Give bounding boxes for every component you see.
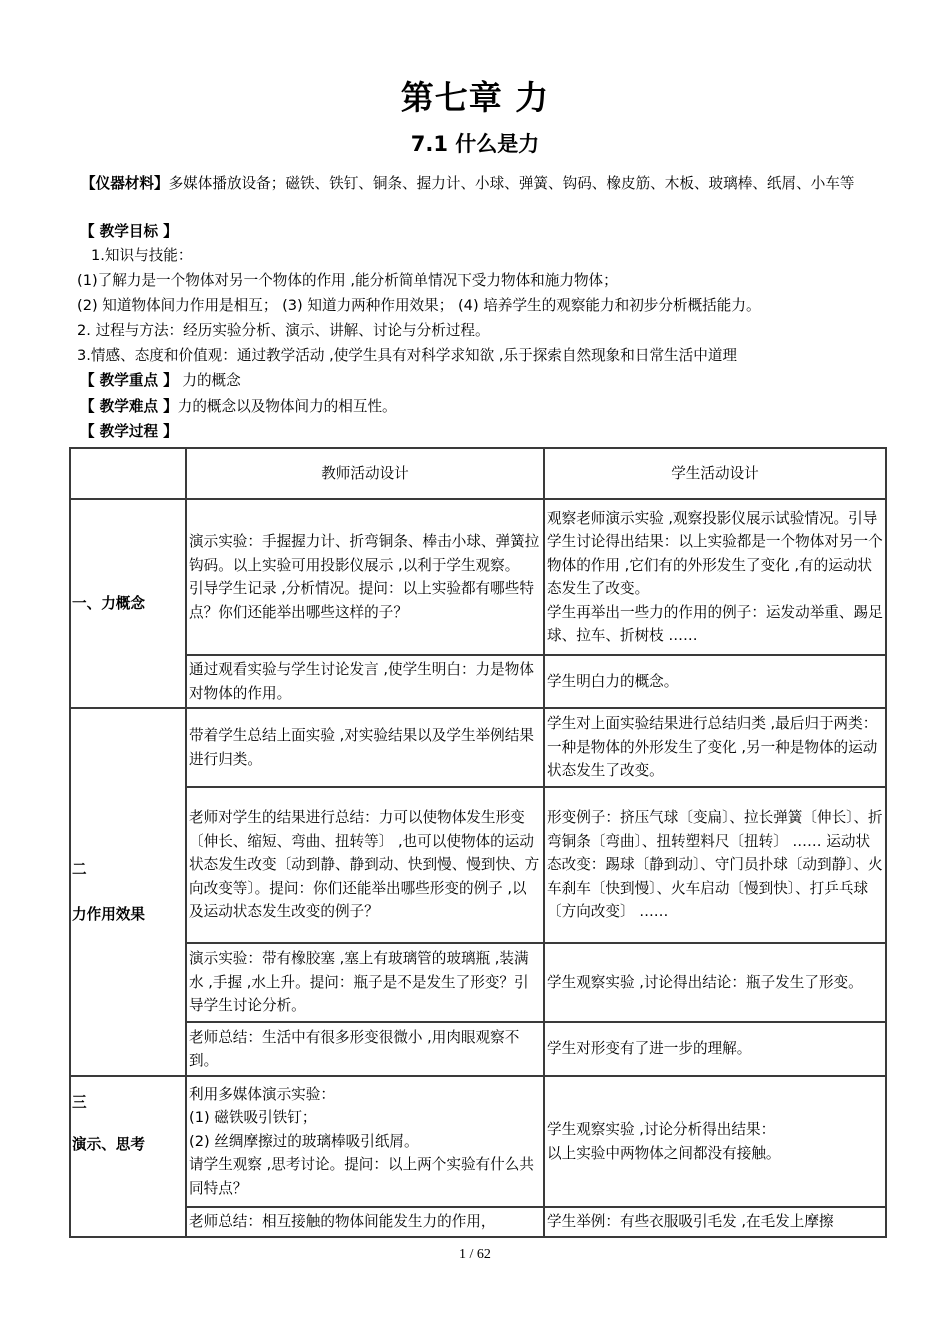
section-title-cell bbox=[70, 708, 186, 1076]
section-title-text: 一、力概念 bbox=[72, 594, 145, 612]
section-title: 7.1 什么是力 bbox=[410, 132, 540, 156]
page-number: 1 / 62 bbox=[459, 1247, 491, 1262]
student-cell: 学生观察实验 ,讨论得出结论：瓶子发生了形变。 bbox=[544, 943, 886, 1022]
teacher-cell: 演示实验：带有橡胶塞 ,塞上有玻璃管的玻璃瓶 ,装满水 ,手握 ,水上升。提问：瓶子是不是发生了形变？引导学生讨论分析。 bbox=[186, 943, 544, 1022]
student-cell: 学生明白力的概念。 bbox=[544, 655, 886, 708]
objective-item: 1.知识与技能： bbox=[91, 247, 193, 264]
materials-text: 多媒体播放设备；磁铁、铁钉、铜条、握力计、小球、弹簧、钩码、橡皮筋、木板、玻璃棒、纸屑、小车等 bbox=[168, 175, 855, 192]
difficulty-label: 【 教学难点 】 bbox=[80, 398, 178, 415]
table-row bbox=[70, 499, 886, 655]
objective-item: 3.情感、态度和价值观：通过教学活动 ,使学生具有对科学求知欲 ,乐于探索自然现象和日常生活中道理 bbox=[77, 347, 738, 364]
process-label: 【 教学过程 】 bbox=[80, 423, 178, 440]
difficulty-text: 力的概念以及物体间力的相互性。 bbox=[177, 398, 397, 415]
student-cell: 学生对形变有了进一步的理解。 bbox=[544, 1022, 886, 1076]
table-row bbox=[70, 943, 886, 1022]
objectives-heading bbox=[80, 220, 178, 244]
objectives-label: 【 教学目标 】 bbox=[80, 223, 178, 240]
key-point bbox=[80, 369, 241, 393]
key-point-label: 【 教学重点 】 bbox=[80, 372, 178, 389]
section-title-cell bbox=[70, 499, 186, 708]
teacher-cell: 利用多媒体演示实验： (1) 磁铁吸引铁钉； (2) 丝绸摩擦过的玻璃棒吸引纸屑。 请学生观察 ,思考讨论。提问：以上两个实验有什么共同特点？ bbox=[186, 1076, 544, 1207]
student-cell: 学生观察实验 ,讨论分析得出结果： 以上实验中两物体之间都没有接触。 bbox=[544, 1076, 886, 1207]
materials-label: 【仪器材料】 bbox=[81, 175, 169, 192]
section-number: 三 bbox=[72, 1094, 87, 1111]
header-cell-teacher: 教师活动设计 bbox=[186, 448, 544, 499]
teacher-cell: 通过观看实验与学生讨论发言 ,使学生明白：力是物体对物体的作用。 bbox=[186, 655, 544, 708]
student-cell: 观察老师演示实验 ,观察投影仪展示试验情况。引导学生讨论得出结果：以上实验都是一个物体对另一个物体的作用 ,它们有的外形发生了变化 ,有的运动状态发生了改变。 学生再举出一些力的作用的例子：运发动举重、踢足球、拉车、折树枝 …… bbox=[544, 499, 886, 655]
teacher-cell: 带着学生总结上面实验 ,对实验结果以及学生举例结果进行归类。 bbox=[186, 708, 544, 787]
student-cell: 学生对上面实验结果进行总结归类 ,最后归于两类：一种是物体的外形发生了变化 ,另一种是物体的运动状态发生了改变。 bbox=[544, 708, 886, 787]
student-cell: 形变例子：挤压气球〔变扁〕、拉长弹簧〔伸长〕、折弯铜条〔弯曲〕、扭转塑料尺〔扭转〕 …… 运动状态改变：踢球〔静到动〕、守门员扑球〔动到静〕、火车刹车〔快到慢〕、火车启动〔慢到快〕、打乒乓球〔方向改变〕 …… bbox=[544, 787, 886, 943]
key-point-text: 力的概念 bbox=[177, 372, 241, 389]
difficulty bbox=[80, 395, 397, 419]
objective-item: (1)了解力是一个物体对另一个物体的作用 ,能分析简单情况下受力物体和施力物体； bbox=[77, 272, 618, 289]
header-cell-blank bbox=[70, 448, 186, 499]
header-cell-student: 学生活动设计 bbox=[544, 448, 886, 499]
teacher-cell: 老师总结：相互接触的物体间能发生力的作用， bbox=[186, 1207, 544, 1237]
objective-item: 2. 过程与方法：经历实验分析、演示、讲解、讨论与分析过程。 bbox=[77, 322, 490, 339]
table-row bbox=[70, 708, 886, 787]
objective-item: (2) 知道物体间力作用是相互； (3) 知道力两种作用效果； (4) 培养学生的观察能力和初步分析概括能力。 bbox=[77, 297, 761, 314]
teacher-cell: 老师总结：生活中有很多形变很微小 ,用肉眼观察不到。 bbox=[186, 1022, 544, 1076]
section-title-cell bbox=[70, 1076, 186, 1237]
table-row bbox=[70, 655, 886, 708]
section-title-text: 演示、思考 bbox=[72, 1135, 145, 1153]
materials-paragraph bbox=[65, 172, 890, 196]
section-title-text: 力作用效果 bbox=[72, 906, 145, 923]
table-header-row bbox=[70, 448, 886, 499]
teacher-cell: 老师对学生的结果进行总结：力可以使物体发生形变〔伸长、缩短、弯曲、扭转等〕 ,也可以使物体的运动状态发生改变〔动到静、静到动、快到慢、慢到快、方向改变等〕。提问：你们还能举出哪些形变的例子 ,以及运动状态发生改变的例子？ bbox=[186, 787, 544, 943]
section-number: 二 bbox=[72, 860, 87, 878]
table-row bbox=[70, 1207, 886, 1237]
teaching-process-table bbox=[69, 447, 887, 1238]
table-row bbox=[70, 1076, 886, 1207]
teacher-cell: 演示实验：手握握力计、折弯铜条、棒击小球、弹簧拉钩码。以上实验可用投影仪展示 ,以利于学生观察。 引导学生记录 ,分析情况。提问：以上实验都有哪些特点？你们还能举出哪些这样的子？ bbox=[186, 499, 544, 655]
student-cell: 学生举例：有些衣服吸引毛发 ,在毛发上摩擦 bbox=[544, 1207, 886, 1237]
table-row bbox=[70, 1022, 886, 1076]
chapter-title: 第七章 力 bbox=[400, 78, 550, 117]
process-heading bbox=[80, 420, 178, 444]
table-row bbox=[70, 787, 886, 943]
